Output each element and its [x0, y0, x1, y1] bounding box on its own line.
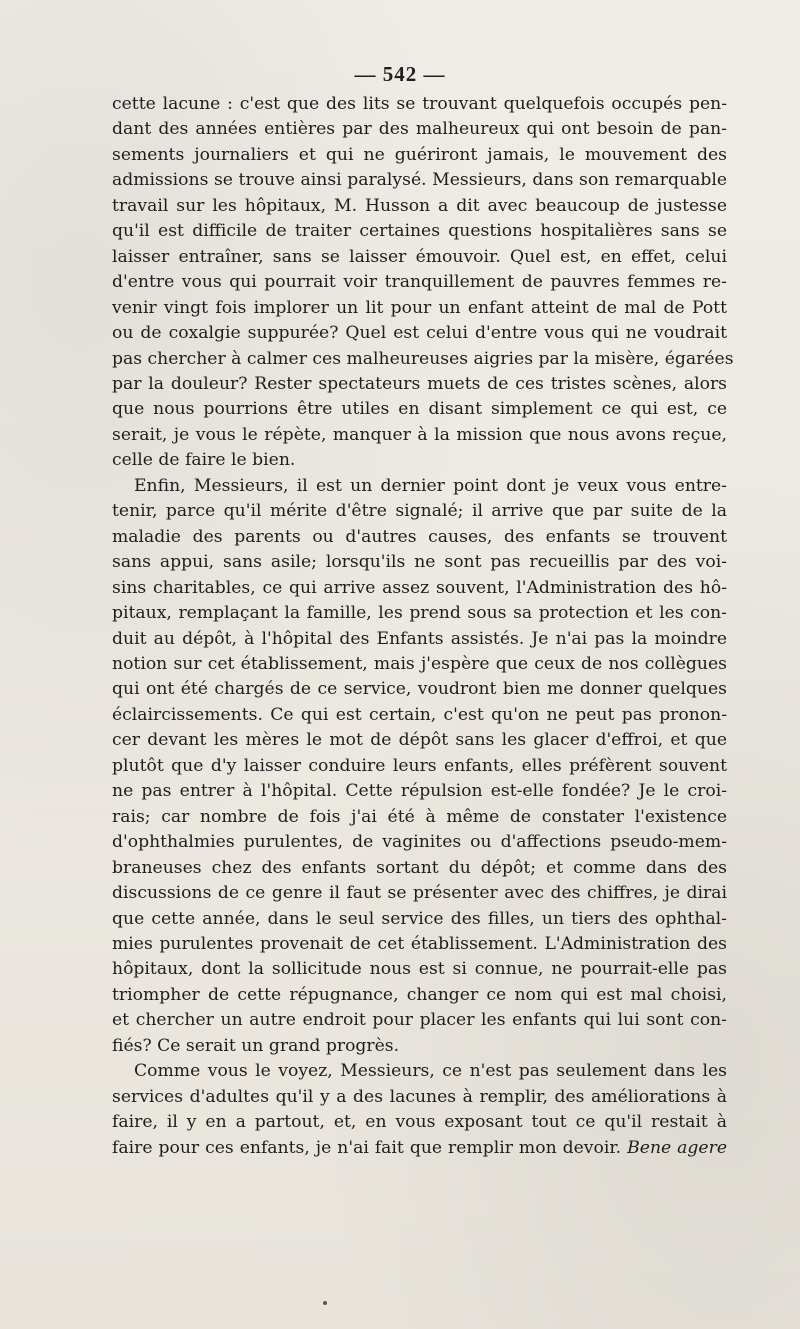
text-line: ne pas entrer à l'hôpital. Cette répulsion est-elle fondée? Je le croi- — [112, 781, 727, 802]
text-line: sans appui, sans asile; lorsqu'ils ne sont pas recueillis par des voi- — [112, 552, 727, 573]
text-line: sins charitables, ce qui arrive assez souvent, l'Administration des hô- — [112, 577, 727, 598]
text-line: rais; car nombre de fois j'ai été à même de constater l'existence — [112, 806, 727, 827]
text-line: notion sur cet établissement, mais j'espère que ceux de nos collègues — [112, 653, 727, 674]
text-line: duit au dépôt, à l'hôpital des Enfants assistés. Je n'ai pas la moindre — [112, 628, 727, 649]
text-line: fiés? Ce serait un grand progrès. — [112, 1035, 400, 1056]
text-line: discussions de ce genre il faut se présenter avec des chiffres, je dirai — [112, 883, 727, 904]
text-line: cette lacune : c'est que des lits se trouvant quelquefois occupés pen- — [112, 94, 727, 114]
text-line: services d'adultes qu'il y a des lacunes à remplir, des améliorations à — [112, 1086, 727, 1107]
text-line: qui ont été chargés de ce service, voudront bien me donner quelques — [112, 679, 727, 700]
text-line: plutôt que d'y laisser conduire leurs enfants, elles préfèrent souvent — [112, 755, 727, 776]
paragraph-3 — [112, 1059, 727, 1161]
text-line: pitaux, remplaçant la famille, les prend sous sa protection et les con- — [112, 603, 727, 624]
text-line: Comme vous le voyez, Messieurs, ce n'est pas seulement dans les — [134, 1061, 727, 1082]
text-line: et chercher un autre endroit pour placer les enfants qui lui sont con- — [112, 1010, 727, 1031]
text-line: Enfin, Messieurs, il est un dernier point dont je veux vous entre- — [134, 475, 727, 496]
text-line: mies purulentes provenait de cet établissement. L'Administration des — [112, 933, 727, 954]
text-line: pas chercher à calmer ces malheureuses aigries par la misère, égarées — [112, 348, 734, 369]
text-line: faire, il y en a partout, et, en vous exposant tout ce qu'il restait à — [112, 1112, 727, 1133]
text-line: braneuses chez des enfants sortant du dépôt; et comme dans des — [112, 857, 727, 878]
text-line-final — [112, 1136, 727, 1161]
text-line: venir vingt fois implorer un lit pour un enfant atteint de mal de Pott — [112, 297, 727, 318]
text-line: que nous pourrions être utiles en disant simplement ce qui est, ce — [112, 399, 727, 420]
text-line: sements journaliers et qui ne guériront jamais, le mouvement des — [112, 144, 727, 165]
text-line: qu'il est difficile de traiter certaines questions hospitalières sans se — [112, 221, 727, 242]
text-line: d'ophthalmies purulentes, de vaginites ou d'affections pseudo-mem- — [112, 832, 727, 853]
text-line: éclaircissements. Ce qui est certain, c'est qu'on ne peut pas pronon- — [112, 704, 727, 725]
text-line: dant des années entières par des malheureux qui ont besoin de pan- — [112, 119, 727, 140]
paragraph-2 — [112, 474, 727, 1059]
text-line: d'entre vous qui pourrait voir tranquillement de pauvres femmes re- — [112, 272, 727, 293]
text-line: que cette année, dans le seul service des filles, un tiers des ophthal- — [112, 908, 727, 929]
text-line: admissions se trouve ainsi paralysé. Messieurs, dans son remarquable — [112, 170, 727, 191]
paragraph-1 — [112, 92, 734, 474]
text-line: cer devant les mères le mot de dépôt sans les glacer d'effroi, et que — [112, 730, 727, 751]
text-line: serait, je vous le répète, manquer à la mission que nous avons reçue, — [112, 424, 727, 445]
text-line: tenir, parce qu'il mérite d'être signalé; il arrive que par suite de la — [112, 501, 727, 522]
text-line: par la douleur? Rester spectateurs muets de ces tristes scènes, alors — [112, 373, 727, 394]
final-line-text: faire pour ces enfants, je n'ai fait que remplir mon devoir. — [112, 1137, 622, 1158]
body-text — [112, 92, 734, 1161]
text-line: celle de faire le bien. — [112, 450, 296, 471]
ink-dot-mark — [323, 1301, 327, 1305]
final-line-italic: Bene agere — [627, 1137, 727, 1158]
text-line: triompher de cette répugnance, changer ce nom qui est mal choisi, — [112, 984, 727, 1005]
page-number: — 542 — — [354, 62, 446, 86]
text-line: ou de coxalgie suppurée? Quel est celui d'entre vous qui ne voudrait — [112, 323, 727, 344]
text-line: maladie des parents ou d'autres causes, des enfants se trouvent — [112, 526, 727, 547]
text-line: hôpitaux, dont la sollicitude nous est si connue, ne pourrait-elle pas — [112, 959, 727, 980]
text-line: laisser entraîner, sans se laisser émouvoir. Quel est, en effet, celui — [112, 246, 727, 267]
text-line: travail sur les hôpitaux, M. Husson a dit avec beaucoup de justesse — [112, 195, 727, 216]
